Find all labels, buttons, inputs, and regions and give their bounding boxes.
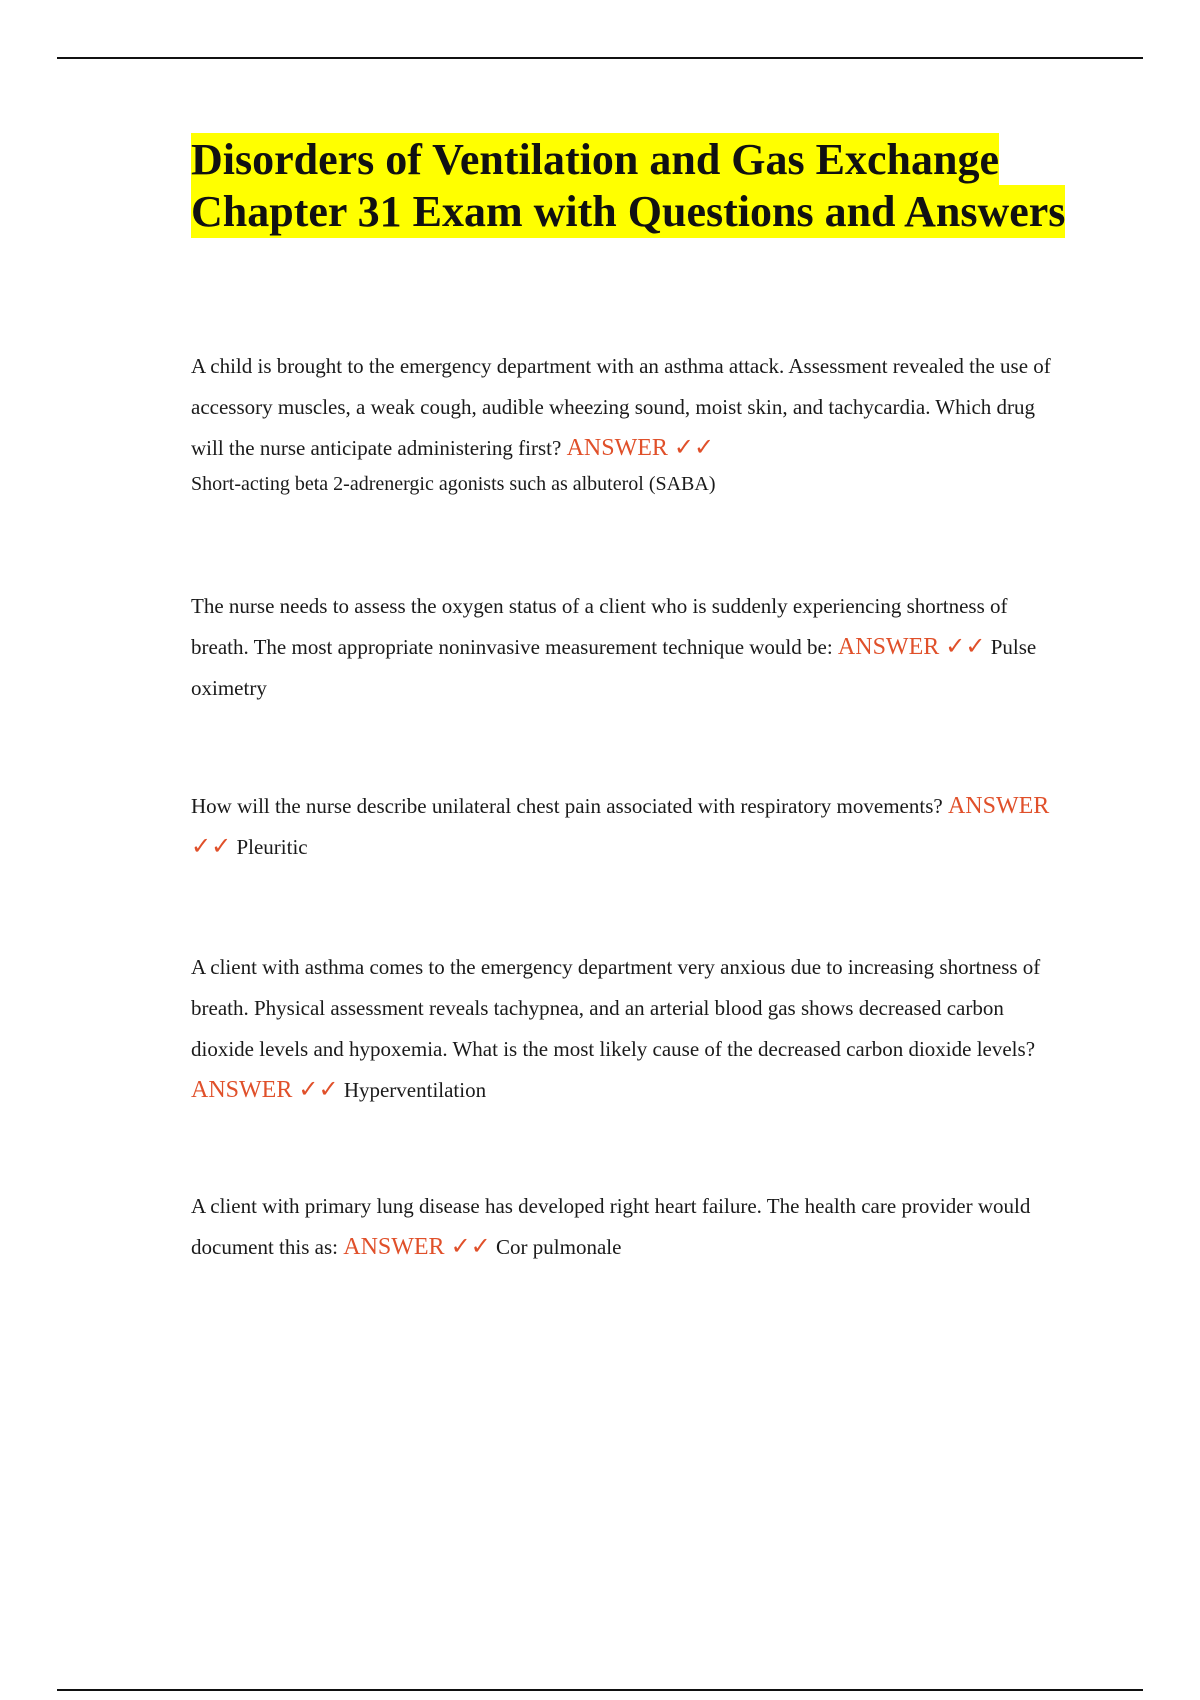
qa-item [191, 947, 1061, 1111]
qa-item [191, 786, 1061, 868]
question-text: A child is brought to the emergency department with an asthma attack. Assessment revealed the use of accessory muscles, a weak cough, audible wheezing sound, moist skin, and tachycardia. Which drug will the nurse anticipate administering first? [191, 354, 1051, 460]
title-highlight: Disorders of Ventilation and Gas Exchange Chapter 31 Exam with Questions and Answers [191, 135, 1066, 236]
answer-marker: ANSWER ✓✓ [343, 1234, 491, 1260]
answer-text: Hyperventilation [343, 1078, 487, 1102]
answer-text: Cor pulmonale [496, 1235, 622, 1259]
answer-text: Pleuritic [236, 835, 308, 859]
question-text: The nurse needs to assess the oxygen status of a client who is suddenly experiencing shortness of breath. The most appropriate noninvasive measurement technique would be: [191, 594, 1008, 659]
qa-item [191, 1186, 1081, 1268]
answer-marker: ANSWER ✓✓ [837, 634, 986, 660]
document-title [191, 134, 1071, 238]
answer-text: Short-acting beta 2-adrenergic agonists such as albuterol (SABA) [191, 473, 716, 495]
document-body [191, 134, 1071, 1260]
question-text: A client with asthma comes to the emergency department very anxious due to increasing shortness of breath. Physical assessment reveals tachypnea, and an arterial blood gas shows decreased carbon dioxide levels and hypoxemia. What is the most likely cause of the decreased carbon dioxide levels? [191, 955, 1041, 1061]
answer-marker: ANSWER ✓✓ [191, 793, 1050, 860]
bottom-divider [57, 1689, 1143, 1691]
qa-item [191, 586, 1061, 709]
answer-marker: ANSWER ✓✓ [191, 1077, 339, 1103]
answer-text: Pulse oximetry [191, 635, 1037, 700]
answer-marker: ANSWER ✓✓ [566, 435, 715, 461]
question-text: How will the nurse describe unilateral chest pain associated with respiratory movements? [191, 794, 943, 818]
question-text: A client with primary lung disease has developed right heart failure. The health care provider would document this as: [191, 1194, 1031, 1259]
qa-item [191, 346, 1061, 499]
top-divider [57, 57, 1143, 59]
